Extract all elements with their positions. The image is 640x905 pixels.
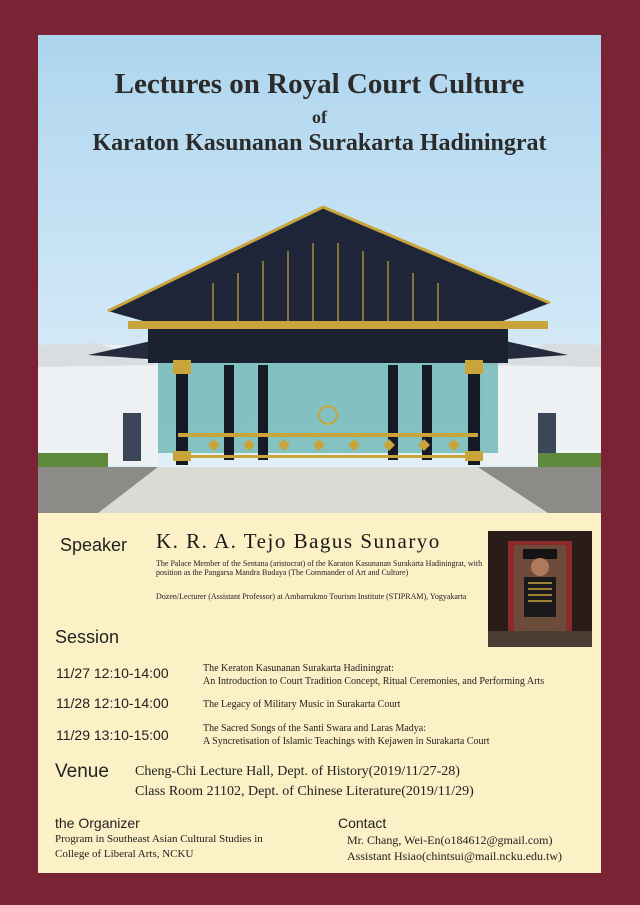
session-time: 11/28 12:10-14:00 [56,695,169,711]
venue-line: Class Room 21102, Dept. of Chinese Literature(2019/11/29) [135,784,474,799]
speaker-position: Dozen/Lecturer (Assistant Professor) at Ambarrukmo Tourism Institute (STIPRAM), Yogyakarta [156,592,467,601]
pavilion-photo [38,195,601,513]
venue-label: Venue [55,761,109,782]
session-description [203,722,598,748]
organizer-label: the Organizer [55,815,140,831]
title-of: of [312,107,327,127]
session-label: Session [55,627,120,647]
speaker-name: K. R. A. Tejo Bagus Sunaryo [156,529,441,553]
session-description [203,662,598,688]
organizer-line: Program in Southeast Asian Cultural Studies in [55,833,263,845]
speaker-label: Speaker [60,535,128,555]
session-time: 11/27 12:10-14:00 [56,665,169,681]
session-description [203,698,598,711]
organizer-line: College of Liberal Arts, NCKU [55,848,194,860]
contact-line: Mr. Chang, Wei-En(o184612@gmail.com) [347,833,553,847]
session-line: A Syncretisation of Islamic Teachings with Kejawen in Surakarta Court [203,736,490,747]
session-line: The Sacred Songs of the Santi Swara and Laras Madya: [203,723,426,734]
session-line: The Keraton Kasunanan Surakarta Hadiningrat: [203,663,395,674]
session-time: 11/29 13:10-15:00 [56,727,169,743]
poster [38,35,601,873]
title-line-2: Karaton Kasunanan Surakarta Hadiningrat [92,130,547,156]
title-line-1: Lectures on Royal Court Culture [114,68,525,100]
contact-label: Contact [338,815,387,831]
session-line: The Legacy of Military Music in Surakarta Court [203,699,401,710]
header-photo-area [38,35,601,513]
speaker-photo [488,531,592,647]
contact-line: Assistant Hsiao(chintsui@mail.ncku.edu.tw) [347,849,563,863]
speaker-description: The Palace Member of the Sentana (aristocrat) of the Karaton Kasunanan Surakarta Hadiningrat, with position as the Pangarsa Mandra Budaya (The Commander of Art and Culture) [156,559,483,577]
session-line: An Introduction to Court Tradition Concept, Ritual Ceremonies, and Performing Arts [203,676,545,687]
venue-line: Cheng-Chi Lecture Hall, Dept. of History(2019/11/27-28) [135,764,460,779]
